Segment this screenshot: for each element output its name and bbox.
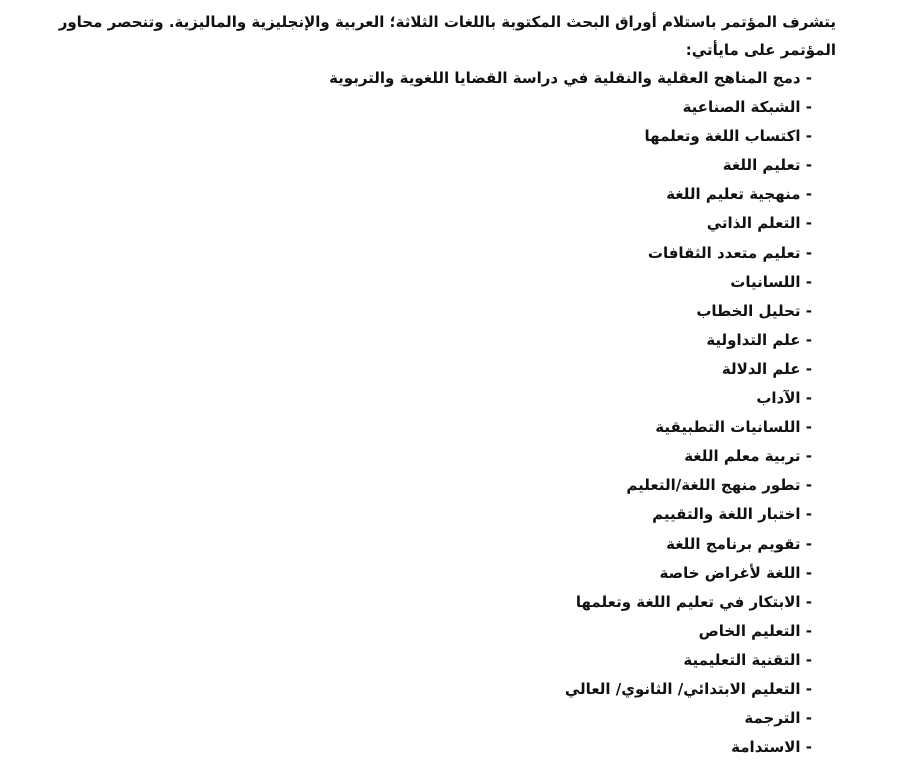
topic-item: - الترجمة — [744, 709, 812, 728]
topic-item: - دمج المناهج العقلية والنقلية في دراسة القضايا اللغوية والتربوية — [329, 69, 812, 87]
topic-item: - الآداب — [756, 389, 812, 408]
topic-item: - التعليم الخاص — [698, 621, 812, 640]
topic-item: - اكتساب اللغة وتعلمها — [644, 127, 812, 146]
topic-item: - الاستدامة — [731, 738, 812, 757]
topic-item: - تربية معلم اللغة — [684, 447, 812, 466]
topic-item: - التقنية التعليمية — [683, 650, 812, 669]
topic-item: - تطور منهج اللغة/التعليم — [626, 476, 812, 495]
topic-item: - اختبار اللغة والتقييم — [652, 505, 812, 524]
topic-item: - الشبكة الصناعية — [682, 98, 812, 117]
topic-item: - الابتكار في تعليم اللغة وتعلمها — [575, 592, 812, 611]
intro-paragraph: يتشرف المؤتمر باستلام أوراق البحث المكتوبة باللغات الثلاثة؛ العربية والإنجليزية والماليزية. وتنحصر محاور المؤتمر على مايأتي: — [58, 13, 836, 59]
topic-item: - التعلم الذاتي — [706, 214, 812, 233]
topic-item: - علم التداولية — [706, 330, 812, 349]
conference-topics-list — [329, 64, 812, 762]
topic-item: - منهجية تعليم اللغة — [666, 185, 812, 204]
topic-item: - اللسانيات التطبيقية — [655, 418, 812, 437]
topic-item: - تعليم متعدد الثقافات — [647, 243, 812, 262]
topic-item: - تحليل الخطاب — [696, 301, 812, 320]
topic-item: - تقويم برنامج اللغة — [666, 534, 812, 553]
topic-item: - اللغة لأغراض خاصة — [659, 563, 812, 582]
topic-item: - علم الدلالة — [721, 359, 812, 378]
topic-item: - اللسانيات — [730, 272, 812, 291]
topic-item: - التعليم الابتدائي/ الثانوي/ العالي — [564, 679, 812, 698]
topic-item: - تعليم اللغة — [722, 156, 812, 175]
